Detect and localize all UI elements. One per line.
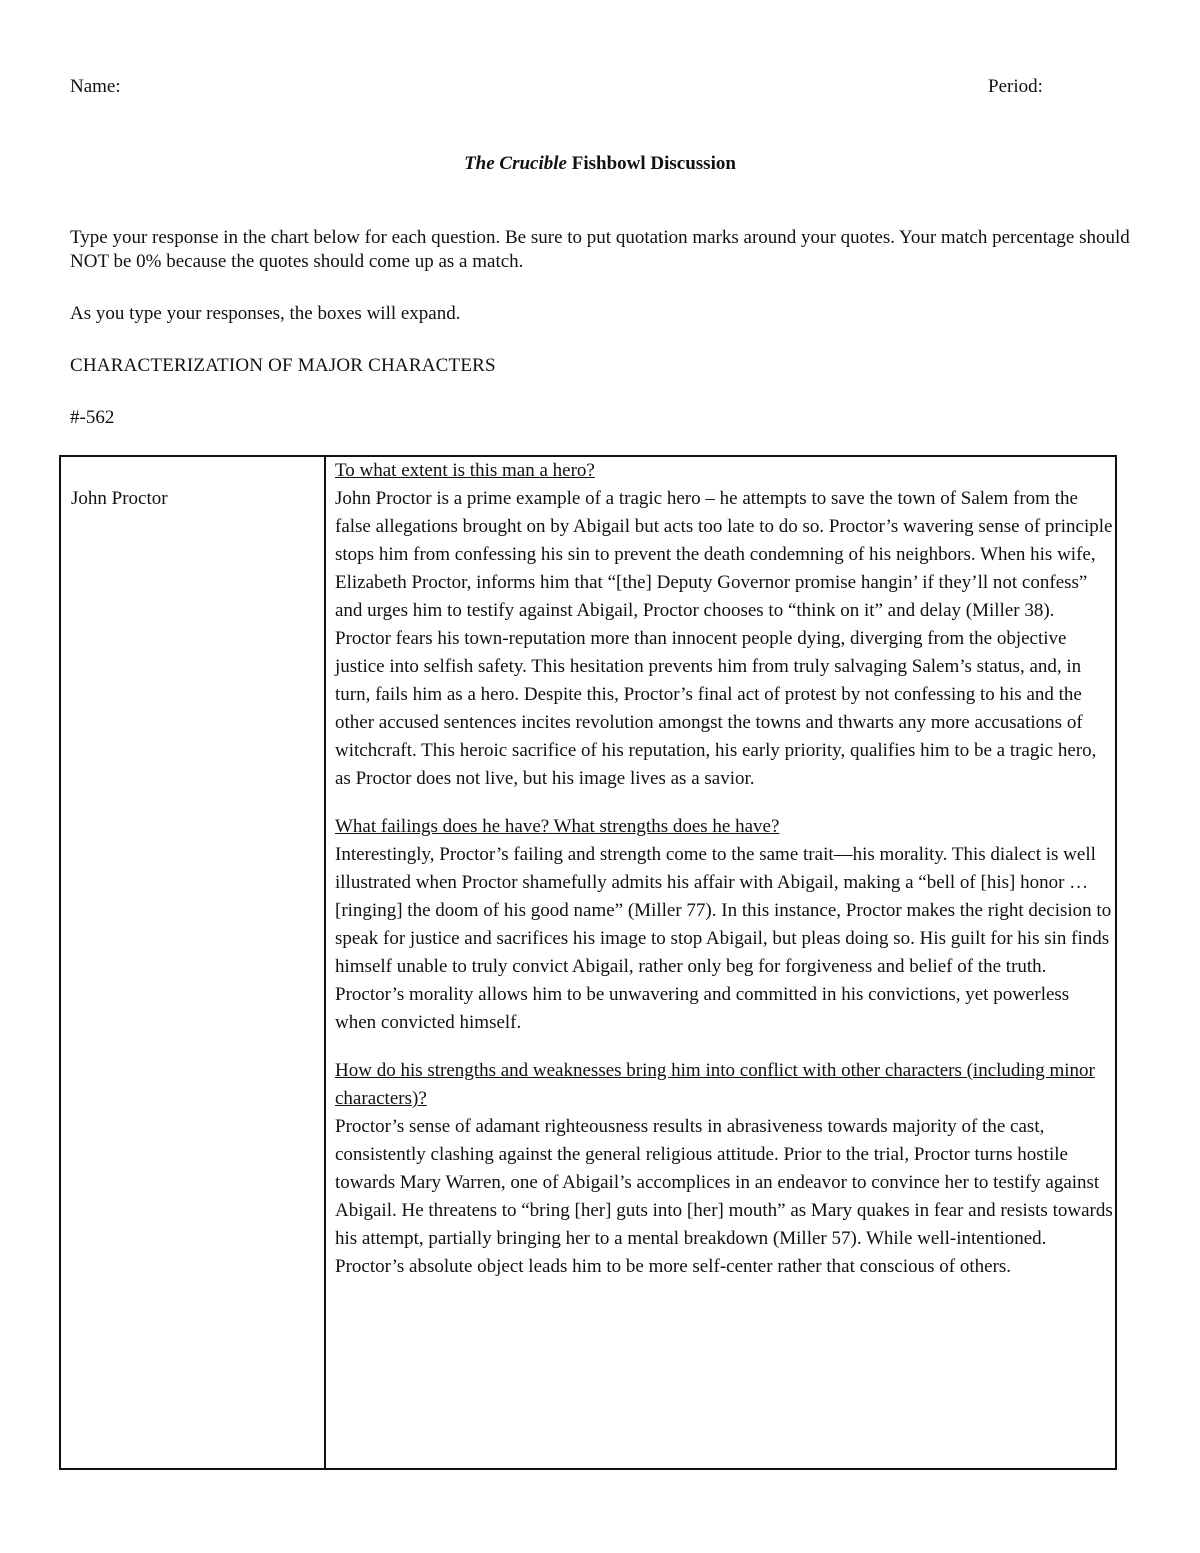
name-label: Name: xyxy=(70,76,121,97)
qa-block-hero xyxy=(335,457,1115,793)
qa-block-conflict xyxy=(335,1057,1115,1281)
character-name-cell: John Proctor xyxy=(71,488,168,509)
question-conflict: How do his strengths and weaknesses bring him into conflict with other characters (including minor characters)? xyxy=(335,1060,1095,1109)
answer-conflict: Proctor’s sense of adamant righteousness results in abrasiveness towards majority of the cast, consistently clashing against the general religious attitude. Prior to the trial, Proctor turns hostile towards Mary Warren, one of Abigail’s accomplices in an endeavor to convince her to testify against Abigail. He threatens to “bring [her] guts into [her] mouth” as Mary quakes in fear and resists towards his attempt, partially bringing her to a mental breakdown (Miller 57). While well-intentioned. Proctor’s absolute object leads him to be more self-center rather that conscious of others. xyxy=(335,1116,1113,1277)
qa-block-failings-strengths xyxy=(335,813,1115,1037)
document-title xyxy=(0,150,1200,178)
period-label: Period: xyxy=(988,76,1043,97)
answer-hero: John Proctor is a prime example of a tragic hero – he attempts to save the town of Salem from the false allegations brought on by Abigail but acts too late to do so. Proctor’s wavering sense of principle stops him from confessing his sin to prevent the death condemning of his neighbors. When his wife, Elizabeth Proctor, informs him that “[the] Deputy Governor promise hangin’ if they’ll not confess” and urges him to testify against Abigail, Proctor chooses to “think on it” and delay (Miller 38). Proctor fears his town-reputation more than innocent people dying, diverging from the objective justice into selfish safety. This hesitation prevents him from truly salvaging Salem’s status, and, in turn, fails him as a hero. Despite this, Proctor’s final act of protest by not confessing to his and the other accused sentences incites revolution amongst the towns and thwarts any more accusations of witchcraft. This heroic sacrifice of his reputation, his early priority, qualifies him to be a tragic hero, as Proctor does not live, but his image lives as a savior. xyxy=(335,488,1113,789)
document-number: #-562 xyxy=(70,407,115,428)
response-chart xyxy=(59,455,1117,1470)
instructions-text: Type your response in the chart below for each question. Be sure to put quotation marks around your quotes. Your match percentage should NOT be 0% because the quotes should come up as a match. xyxy=(70,227,1130,272)
question-hero: To what extent is this man a hero? xyxy=(335,460,595,481)
response-cell[interactable] xyxy=(335,457,1115,1301)
answer-failings-strengths: Interestingly, Proctor’s failing and strength come to the same trait—his morality. This dialect is well illustrated when Proctor shamefully admits his affair with Abigail, making a “bell of [his] honor … [ringing] the doom of his good name” (Miller 77). In this instance, Proctor makes the right decision to speak for justice and sacrifices his image to stop Abigail, but pleas doing so. His guilt for his sin finds himself unable to truly convict Abigail, rather only beg for forgiveness and belief of the truth. Proctor’s morality allows him to be unwavering and committed in his convictions, yet powerless when convicted himself. xyxy=(335,844,1112,1033)
expand-note: As you type your responses, the boxes will expand. xyxy=(70,303,461,324)
title-italic-part: The Crucible xyxy=(464,153,567,174)
chart-column-divider xyxy=(324,457,326,1468)
section-heading: CHARACTERIZATION OF MAJOR CHARACTERS xyxy=(70,355,496,376)
question-failings-strengths: What failings does he have? What strengths does he have? xyxy=(335,816,780,837)
title-rest: Fishbowl Discussion xyxy=(566,153,736,174)
